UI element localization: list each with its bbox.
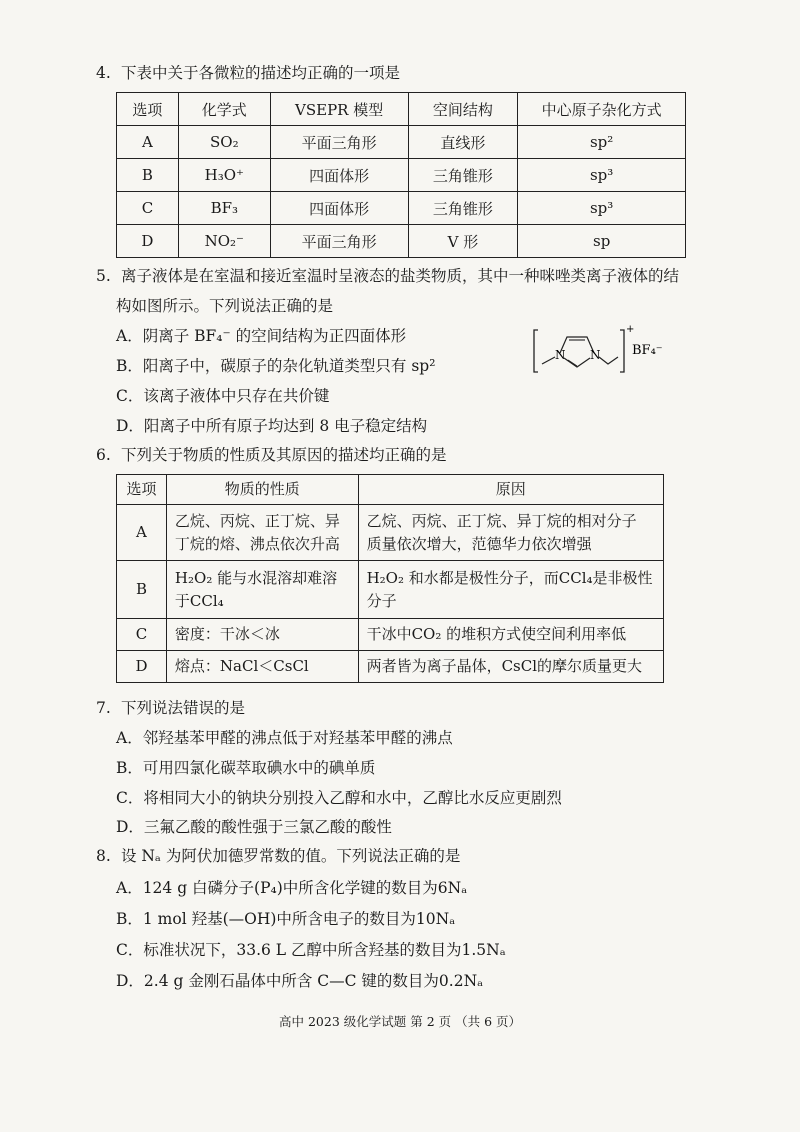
- table-cell: [358, 561, 663, 619]
- cell-line: 丁烷的熔、沸点依次升高: [174, 534, 340, 553]
- option-a: A．124 g 白磷分子(P₄)中所含化学键的数目为6Nₐ: [116, 879, 468, 897]
- table-row: [117, 192, 686, 225]
- right-bracket: [620, 330, 624, 372]
- question-stem: 下列说法错误的是: [120, 699, 245, 717]
- table-row: [117, 619, 664, 651]
- question-6: [96, 444, 446, 466]
- cell-line: 质量依次增大，范德华力依次增强: [366, 534, 592, 553]
- question-stem-continued: 构如图所示。下列说法正确的是: [116, 297, 334, 315]
- table-cell: [166, 505, 358, 561]
- table-cell: B: [117, 561, 167, 619]
- table-cell: C: [117, 192, 179, 225]
- table-header: 原因: [358, 475, 663, 505]
- question-stem: 下列关于物质的性质及其原因的描述均正确的是: [120, 446, 447, 464]
- question-stem: 设 Nₐ 为阿伏加德罗常数的值。下列说法正确的是: [120, 847, 461, 865]
- table-cell: sp³: [518, 159, 686, 192]
- option-d: D．三氟乙酸的酸性强于三氯乙酸的酸性: [116, 818, 392, 836]
- cation-charge: +: [626, 324, 635, 335]
- option-d: D．阳离子中所有原子均达到 8 电子稳定结构: [116, 417, 428, 435]
- table-cell: H₃O⁺: [178, 159, 270, 192]
- table-cell: sp²: [518, 126, 686, 159]
- table-row: [117, 159, 686, 192]
- table-header: VSEPR 模型: [270, 93, 408, 126]
- option-a: A．阴离子 BF₄⁻ 的空间结构为正四面体形: [116, 327, 407, 345]
- table-header: 化学式: [178, 93, 270, 126]
- question-number: 6.: [96, 446, 111, 464]
- table-header-row: [117, 475, 664, 505]
- table-row: [117, 505, 664, 561]
- table-cell: 三角锥形: [408, 159, 518, 192]
- q6-table: [116, 474, 664, 683]
- option-d: D．2.4 g 金刚石晶体中所含 C—C 键的数目为0.2Nₐ: [116, 972, 484, 990]
- table-row: [117, 126, 686, 159]
- table-cell: 平面三角形: [270, 126, 408, 159]
- cell-line: H₂O₂ 和水都是极性分子，而CCl₄是非极性: [366, 568, 653, 587]
- table-cell: 密度：干冰＜冰: [166, 619, 358, 651]
- table-cell: 三角锥形: [408, 192, 518, 225]
- table-cell: 干冰中CO₂ 的堆积方式使空间利用率低: [358, 619, 663, 651]
- table-row: [117, 225, 686, 258]
- ethyl-bond: [599, 357, 618, 364]
- question-7: [96, 697, 245, 719]
- nitrogen-label: N: [555, 348, 566, 362]
- cell-line: 分子: [366, 591, 397, 610]
- table-cell: NO₂⁻: [178, 225, 270, 258]
- option-b: B．阳离子中，碳原子的杂化轨道类型只有 sp²: [116, 357, 436, 375]
- table-cell: [166, 561, 358, 619]
- table-row: [117, 651, 664, 683]
- table-cell: BF₃: [178, 192, 270, 225]
- table-cell: V 形: [408, 225, 518, 258]
- question-number: 5.: [96, 267, 111, 285]
- nitrogen-label: N: [590, 348, 601, 362]
- question-8: [96, 845, 460, 867]
- q4-table: [116, 92, 686, 258]
- table-header: 空间结构: [408, 93, 518, 126]
- imidazolium-structure-diagram: [530, 320, 670, 380]
- table-cell: [358, 505, 663, 561]
- question-number: 7.: [96, 699, 111, 717]
- option-c: C．该离子液体中只存在共价键: [116, 387, 330, 405]
- table-header: 选项: [117, 475, 167, 505]
- option-c: C．将相同大小的钠块分别投入乙醇和水中，乙醇比水反应更剧烈: [116, 789, 562, 807]
- question-number: 4.: [96, 64, 111, 82]
- table-cell: SO₂: [178, 126, 270, 159]
- cell-line: 乙烷、丙烷、正丁烷、异: [174, 511, 340, 530]
- table-cell: 直线形: [408, 126, 518, 159]
- methyl-bond: [542, 357, 555, 364]
- table-header-row: [117, 93, 686, 126]
- table-cell: B: [117, 159, 179, 192]
- table-cell: 四面体形: [270, 192, 408, 225]
- table-cell: 熔点：NaCl＜CsCl: [166, 651, 358, 683]
- cell-line: H₂O₂ 能与水混溶却难溶: [174, 568, 338, 587]
- table-header: 选项: [117, 93, 179, 126]
- ring-double-bond-lower: [568, 360, 577, 366]
- question-5: [96, 265, 679, 287]
- option-a: A．邻羟基苯甲醛的沸点低于对羟基苯甲醛的沸点: [116, 729, 453, 747]
- page-footer: 高中 2023 级化学试题 第 2 页 （共 6 页）: [278, 1014, 521, 1029]
- question-stem: 下表中关于各微粒的描述均正确的一项是: [120, 64, 400, 82]
- question-number: 8.: [96, 847, 111, 865]
- table-cell: sp: [518, 225, 686, 258]
- table-header: 中心原子杂化方式: [518, 93, 686, 126]
- option-b: B．可用四氯化碳萃取碘水中的碘单质: [116, 759, 376, 777]
- cell-line: 于CCl₄: [174, 591, 224, 610]
- table-cell: 四面体形: [270, 159, 408, 192]
- anion-label: BF₄⁻: [632, 343, 663, 358]
- left-bracket: [534, 330, 538, 372]
- table-row: [117, 561, 664, 619]
- table-cell: D: [117, 225, 179, 258]
- cell-line: 乙烷、丙烷、正丁烷、异丁烷的相对分子: [366, 511, 637, 530]
- table-header: 物质的性质: [166, 475, 358, 505]
- table-cell: 两者皆为离子晶体，CsCl的摩尔质量更大: [358, 651, 663, 683]
- table-cell: D: [117, 651, 167, 683]
- table-cell: A: [117, 126, 179, 159]
- table-cell: sp³: [518, 192, 686, 225]
- table-cell: A: [117, 505, 167, 561]
- table-cell: C: [117, 619, 167, 651]
- option-b: B．1 mol 羟基(—OH)中所含电子的数目为10Nₐ: [116, 910, 456, 928]
- table-cell: 平面三角形: [270, 225, 408, 258]
- question-4: [96, 62, 400, 84]
- question-stem: 离子液体是在室温和接近室温时呈液态的盐类物质，其中一种咪唑类离子液体的结: [120, 267, 679, 285]
- option-c: C．标准状况下，33.6 L 乙醇中所含羟基的数目为1.5Nₐ: [116, 941, 506, 959]
